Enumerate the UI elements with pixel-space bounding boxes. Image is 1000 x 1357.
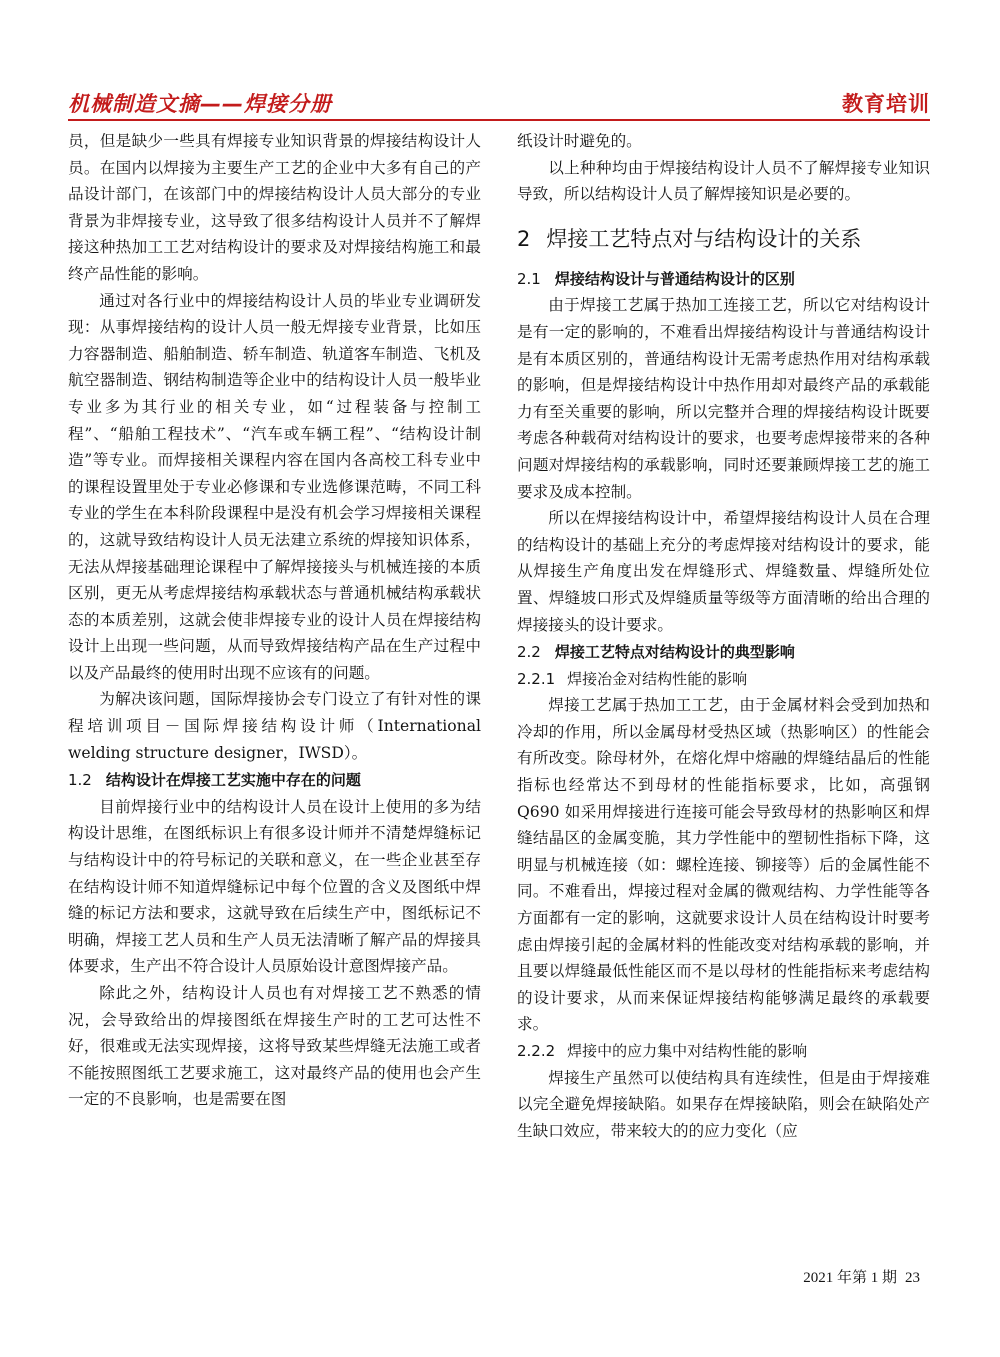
section-heading-text: 结构设计在焊接工艺实施中存在的问题 — [105, 771, 361, 790]
paragraph: 焊接生产虽然可以使结构具有连续性，但是由于焊接难以完全避免焊接缺陷。如果存在焊接缺陷，则会在缺陷处产生缺口效应，带来较大的的应力变化（应 — [517, 1068, 930, 1140]
section-number: 2.2.1 — [517, 669, 556, 688]
section-title: 教育培训 — [842, 92, 930, 116]
section-heading-text: 焊接工艺特点对与结构设计的关系 — [546, 226, 862, 251]
paragraph: 通过对各行业中的焊接结构设计人员的毕业专业调研发现：从事焊接结构的设计人员一般无焊接专业背景，比如压力容器制造、船舶制造、轿车制造、轨道客车制造、飞机及航空器制造、钢结构制造等企业中的结构设计人员一般毕业专业多为其行业的相关专业，如“过程装备与控制工程”、“船舶工程技术”、“汽车或车辆工程”、“结构设计制造”等专业。而焊接相关课程内容在国内各高校工科专业中的课程设置里处于专业必修课和专业选修课范畴，不同工科专业的学生在本科阶段课程中是没有机会学习焊接相关课程的，这就导致结构设计人员无法建立系统的焊接知识体系，无法从焊接基础理论课程中了解焊接接头与机械连接的本质区别，更无从考虑焊接结构承载状态与普通机械结构承载状态的本质差别，这就会使非焊接专业的设计人员在焊接结构设计上出现一些问题，从而导致焊接结构产品在生产过程中以及产品最终的使用时出现不应该有的问题。 — [68, 291, 481, 682]
header-rule — [68, 119, 930, 121]
section-number: 2.1 — [517, 269, 541, 288]
paragraph: 目前焊接行业中的结构设计人员在设计上使用的多为结构设计思维，在图纸标识上有很多设计师并不清楚焊缝标记与结构设计中的符号标记的关联和意义，在一些企业甚至存在结构设计师不知道焊缝标记中每个位置的含义及图纸中焊缝的标记方法和要求，这就导致在后续生产中，图纸标记不明确，焊接工艺人员和生产人员无法清晰了解产品的焊接具体要求，生产出不符合设计人员原始设计意图焊接产品。 — [68, 797, 481, 976]
paragraph: 员，但是缺少一些具有焊接专业知识背景的焊接结构设计人员。在国内以焊接为主要生产工艺的企业中大多有自己的产品设计部门，在该部门中的焊接结构设计人员大部分的专业背景为非焊接专业，这导致了很多结构设计人员并不了解焊接这种热加工工艺对结构设计的要求及对焊接结构施工和最终产品性能的影响。 — [68, 132, 481, 283]
paragraph: 焊接工艺属于热加工工艺，由于金属材料会受到加热和冷却的作用，所以金属母材受热区域（热影响区）的性能会有所改变。除母材外，在熔化焊中熔融的焊缝结晶后的性能指标也经常达不到母材的性能指标要求，比如，高强钢 Q690 如采用焊接进行连接可能会导致母材的热影响区和焊缝结晶区的金属变脆，其力学性能中的塑韧性指标下降，这明显与机械连接（如：螺栓连接、铆接等）后的金属性能不同。不难看出，焊接过程对金属的微观结构、力学性能等各方面都有一定的影响，这就要求设计人员在结构设计时要考虑由焊接引起的金属材料的性能改变对结构承载的影响，并且要以焊缝最低性能区而不是以母材的性能指标来考虑结构的设计要求，从而来保证焊接结构能够满足最终的承载要求。 — [517, 696, 930, 1034]
paragraph: 为解决该问题，国际焊接协会专门设立了有针对性的课程培训项目－国际焊接结构设计师（International welding structure designer，IWSD）。 — [68, 690, 481, 762]
paragraph: 所以在焊接结构设计中，希望焊接结构设计人员在合理的结构设计的基础上充分的考虑焊接对结构设计的要求，能从焊接生产角度出发在焊缝形式、焊缝数量、焊缝所处位置、焊缝坡口形式及焊缝质量等级等方面清晰的给出合理的焊接接头的设计要求。 — [517, 509, 930, 634]
section-number: 1.2 — [68, 771, 92, 790]
section-number: 2 — [517, 226, 531, 251]
left-column — [68, 128, 481, 1113]
section-heading-text: 焊接结构设计与普通结构设计的区别 — [554, 269, 795, 288]
paragraph: 由于焊接工艺属于热加工连接工艺，所以它对结构设计是有一定的影响的，不难看出焊接结构设计与普通结构设计是有本质区别的，普通结构设计无需考虑热作用对结构承载的影响，但是焊接结构设计中热作用却对最终产品的承载能力有至关重要的影响，所以完整并合理的焊接结构设计既要考虑各种载荷对结构设计的要求，也要考虑焊接带来的各种问题对焊接结构的承载影响，同时还要兼顾焊接工艺的施工要求及成本控制。 — [517, 296, 930, 501]
right-column — [517, 128, 930, 1144]
page-number: 23 — [905, 1270, 920, 1286]
journal-title: 机械制造文摘——焊接分册 — [68, 92, 332, 116]
paragraph: 除此之外，结构设计人员也有对焊接工艺不熟悉的情况，会导致给出的焊接图纸在焊接生产时的工艺可达性不好，很难或无法实现焊接，这将导致某些焊缝无法施工或者不能按照图纸工艺要求施工，这对最终产品的使用也会产生一定的不良影响，也是需要在图 — [68, 984, 481, 1109]
page-footer — [803, 1266, 920, 1287]
section-heading-2-2-1 — [517, 666, 930, 693]
section-heading-text: 焊接冶金对结构性能的影响 — [567, 669, 748, 688]
paragraph: 以上种种均由于焊接结构设计人员不了解焊接专业知识导致，所以结构设计人员了解焊接知识是必要的。 — [517, 158, 930, 204]
section-heading-2-2 — [517, 639, 930, 666]
section-number: 2.2 — [517, 643, 541, 662]
issue-label: 2021 年第 1 期 — [803, 1270, 897, 1286]
paragraph: 纸设计时避免的。 — [517, 132, 642, 150]
section-heading-2-1 — [517, 266, 930, 293]
section-heading-2-2-2 — [517, 1038, 930, 1065]
section-heading-text: 焊接中的应力集中对结构性能的影响 — [567, 1042, 808, 1060]
section-heading-1-2 — [68, 767, 481, 794]
section-number: 2.2.2 — [517, 1042, 556, 1060]
running-header — [68, 88, 930, 118]
section-heading-text: 焊接工艺特点对结构设计的典型影响 — [554, 643, 795, 662]
section-heading-2 — [517, 222, 930, 256]
